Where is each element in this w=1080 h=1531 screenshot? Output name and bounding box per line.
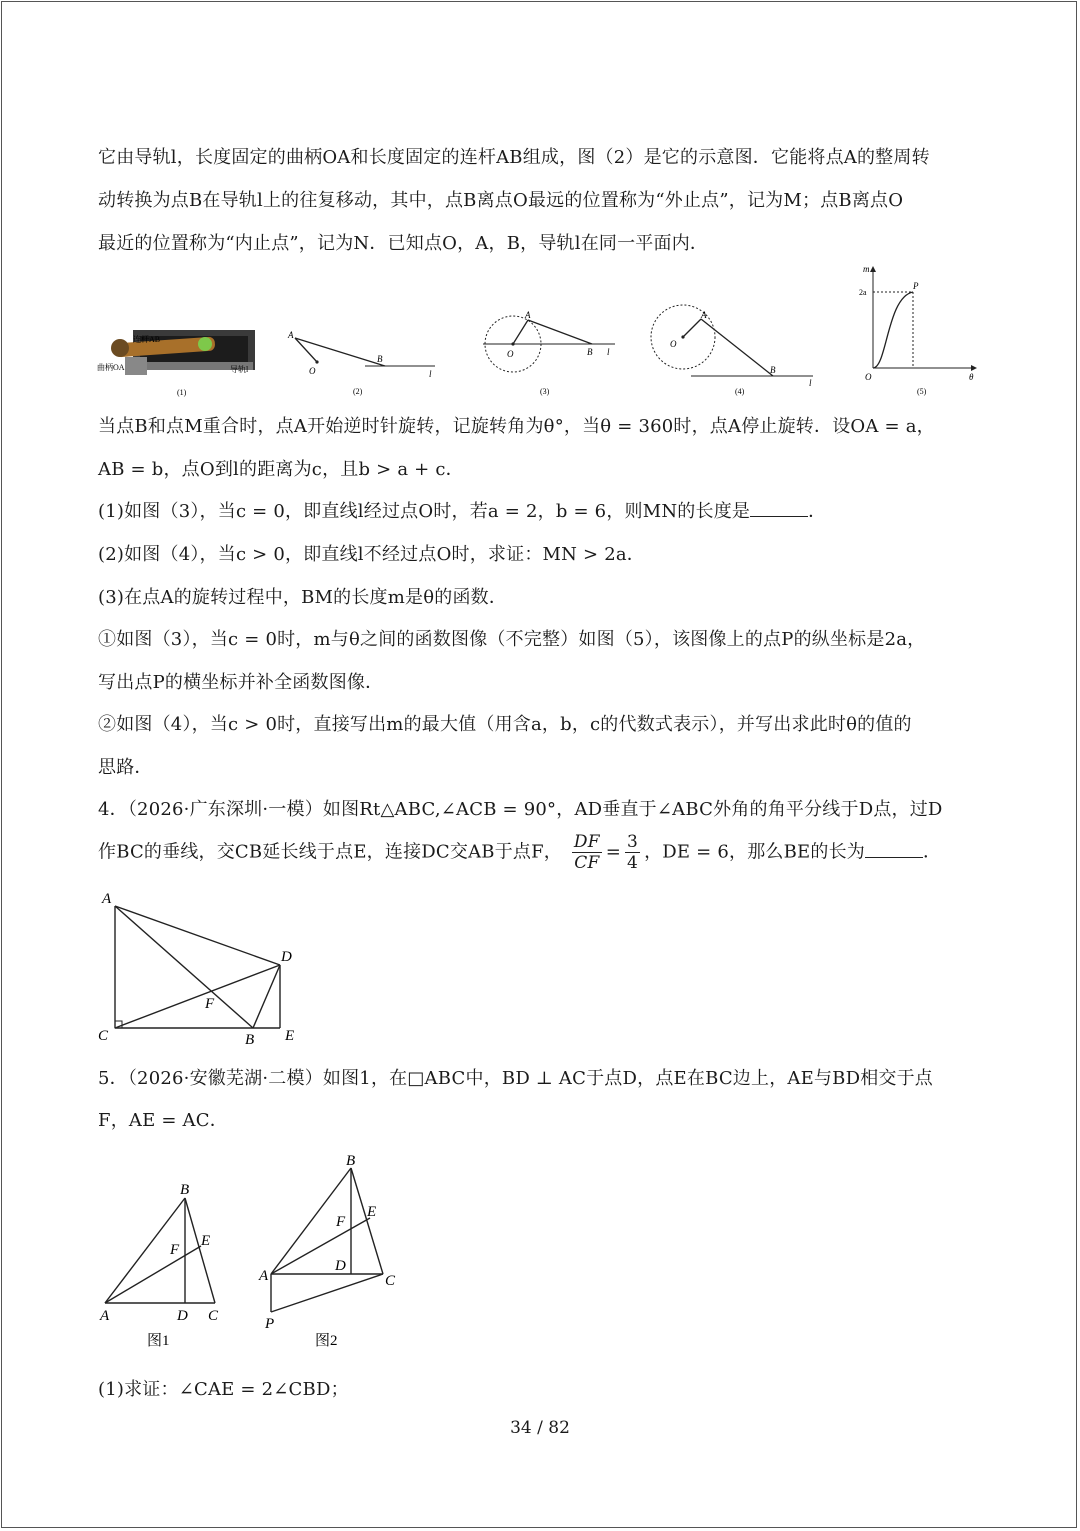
question-3-part-1: (1)如图（3），当c = 0，即直线l经过点O时，若a = 2，b = 6，则MN的长度是 ． xyxy=(98,501,827,522)
svg-text:P: P xyxy=(265,1316,275,1332)
mechanism-figures-svg xyxy=(95,262,995,402)
text-line-10: 写出点P的横坐标并补全函数图像． xyxy=(98,672,384,693)
caption-fig3: (3) xyxy=(540,387,550,396)
figure-q5-2 xyxy=(258,1153,396,1349)
svg-text:l: l xyxy=(429,369,432,379)
svg-text:E: E xyxy=(367,1204,377,1220)
text-line-4: 当点B和点M重合时，点A开始逆时针旋转，记旋转角为θ°，当θ = 360时，点A停止旋转．设OA = a， xyxy=(98,416,935,437)
svg-text:D: D xyxy=(177,1308,188,1324)
photo-mechanism xyxy=(97,330,255,397)
answer-blank-1 xyxy=(750,500,808,517)
svg-text:B: B xyxy=(180,1182,190,1198)
figure-3 xyxy=(483,310,615,396)
fraction-df-cf: $\frac{DF}{CF}$ xyxy=(573,832,600,873)
svg-text:B: B xyxy=(346,1153,356,1169)
caption-fig1: (1) xyxy=(177,388,187,397)
svg-text:O: O xyxy=(309,366,316,376)
figure-2 xyxy=(287,330,435,396)
question-4-header: 4．（2026·广东深圳·一模）如图Rt△ABC,∠ACB = 90°，AD垂直于∠ABC外角的角平分线于D点，过D xyxy=(98,799,943,820)
svg-text:O: O xyxy=(670,339,677,349)
svg-text:F: F xyxy=(170,1242,180,1258)
svg-text:O: O xyxy=(865,372,872,382)
svg-text:E: E xyxy=(201,1233,211,1249)
svg-text:C: C xyxy=(385,1273,396,1289)
text-line-5: AB = b，点O到l的距离为c，且b > a + c． xyxy=(98,459,464,480)
q4-text-a: 作BC的垂线，交CB延长线于点E，连接DC交AB于点F， xyxy=(98,841,562,863)
photo-label-crank: 曲柄OA xyxy=(97,363,125,372)
svg-text:B: B xyxy=(587,347,593,357)
text-line-8: (3)在点A的旋转过程中，BM的长度m是θ的函数． xyxy=(98,587,508,608)
caption-fig2: (2) xyxy=(353,387,363,396)
fraction-3-4: $\frac{3}{4}$ xyxy=(627,832,639,873)
svg-text:A: A xyxy=(288,330,294,340)
svg-text:F: F xyxy=(205,996,215,1012)
svg-text:D: D xyxy=(281,949,292,965)
svg-text:B: B xyxy=(770,365,776,375)
text-line-1: 它由导轨l，长度固定的曲柄OA和长度固定的连杆AB组成，图（2）是它的示意图．它能将点A的整周转 xyxy=(98,147,930,168)
photo-label-rail: 导轨l xyxy=(230,365,249,374)
figure-q5-1 xyxy=(99,1182,219,1349)
figure-q4-triangle xyxy=(95,888,315,1048)
svg-text:C: C xyxy=(98,1028,109,1044)
svg-text:l: l xyxy=(607,347,610,357)
caption-q5-fig1: 图1 xyxy=(147,1333,170,1349)
svg-text:A: A xyxy=(259,1268,269,1284)
caption-fig4: (4) xyxy=(735,387,745,396)
svg-text:O: O xyxy=(507,349,514,359)
caption-q5-fig2: 图2 xyxy=(315,1333,338,1349)
text-line-9: ①如图（3），当c = 0时，m与θ之间的函数图像（不完整）如图（5），该图像上的点P的纵坐标是2a， xyxy=(98,629,926,650)
question-5-header: 5．（2026·安徽芜湖·二模）如图1，在□ABC中，BD ⊥ AC于点D，点E在BC边上，AE与BD相交于点 xyxy=(98,1068,933,1089)
svg-text:A: A xyxy=(100,1308,110,1324)
question-4-line-2: 作BC的垂线，交CB延长线于点E，连接DC交AB于点F， $\frac{DF}{CF}$ = $\frac{3}{4}$ ，DE = 6，那么BE的长为 ． xyxy=(98,832,942,873)
svg-text:A: A xyxy=(525,310,531,320)
part-1-text: (1)如图（3），当c = 0，即直线l经过点O时，若a = 2，b = 6，则MN的长度是 xyxy=(98,501,751,522)
svg-text:E: E xyxy=(285,1028,295,1044)
svg-text:l: l xyxy=(809,378,812,388)
text-line-11: ②如图（4），当c > 0时，直接写出m的最大值（用含a，b，c的代数式表示），并写出求此时θ的值的 xyxy=(98,714,912,735)
question-5-line-2: F，AE = AC． xyxy=(98,1110,228,1131)
svg-text:B: B xyxy=(245,1032,255,1048)
q4-text-b: ，DE = 6，那么BE的长为 xyxy=(644,841,865,863)
photo-label-link: 连杆AB xyxy=(133,335,161,344)
text-line-12: 思路． xyxy=(98,757,153,778)
svg-text:P: P xyxy=(913,281,919,291)
svg-text:C: C xyxy=(208,1308,219,1324)
svg-text:A: A xyxy=(102,891,112,907)
text-line-3: 最近的位置称为“内止点”，记为N．已知点O，A，B，导轨l在同一平面内． xyxy=(98,233,709,254)
svg-text:2a: 2a xyxy=(859,288,867,297)
svg-text:m: m xyxy=(863,264,870,274)
question-5-part-1: (1)求证：∠CAE = 2∠CBD； xyxy=(98,1379,349,1400)
answer-blank-2 xyxy=(865,841,923,858)
figure-row-mechanism xyxy=(95,262,995,402)
svg-text:θ: θ xyxy=(969,372,974,382)
page-number: 34 / 82 xyxy=(510,1418,570,1438)
svg-text:A: A xyxy=(701,310,707,320)
caption-fig5: (5) xyxy=(917,387,927,396)
figure-5-graph xyxy=(859,264,977,396)
svg-text:D: D xyxy=(335,1258,346,1274)
text-line-7: (2)如图（4），当c > 0，即直线l不经过点O时，求证：MN > 2a． xyxy=(98,544,646,565)
text-line-2: 动转换为点B在导轨l上的往复移动，其中，点B离点O最远的位置称为“外止点”，记为M；点B离点O xyxy=(98,190,904,211)
figure-4 xyxy=(651,305,813,396)
figure-q5 xyxy=(95,1148,415,1358)
svg-text:F: F xyxy=(336,1214,346,1230)
svg-text:B: B xyxy=(377,354,383,364)
